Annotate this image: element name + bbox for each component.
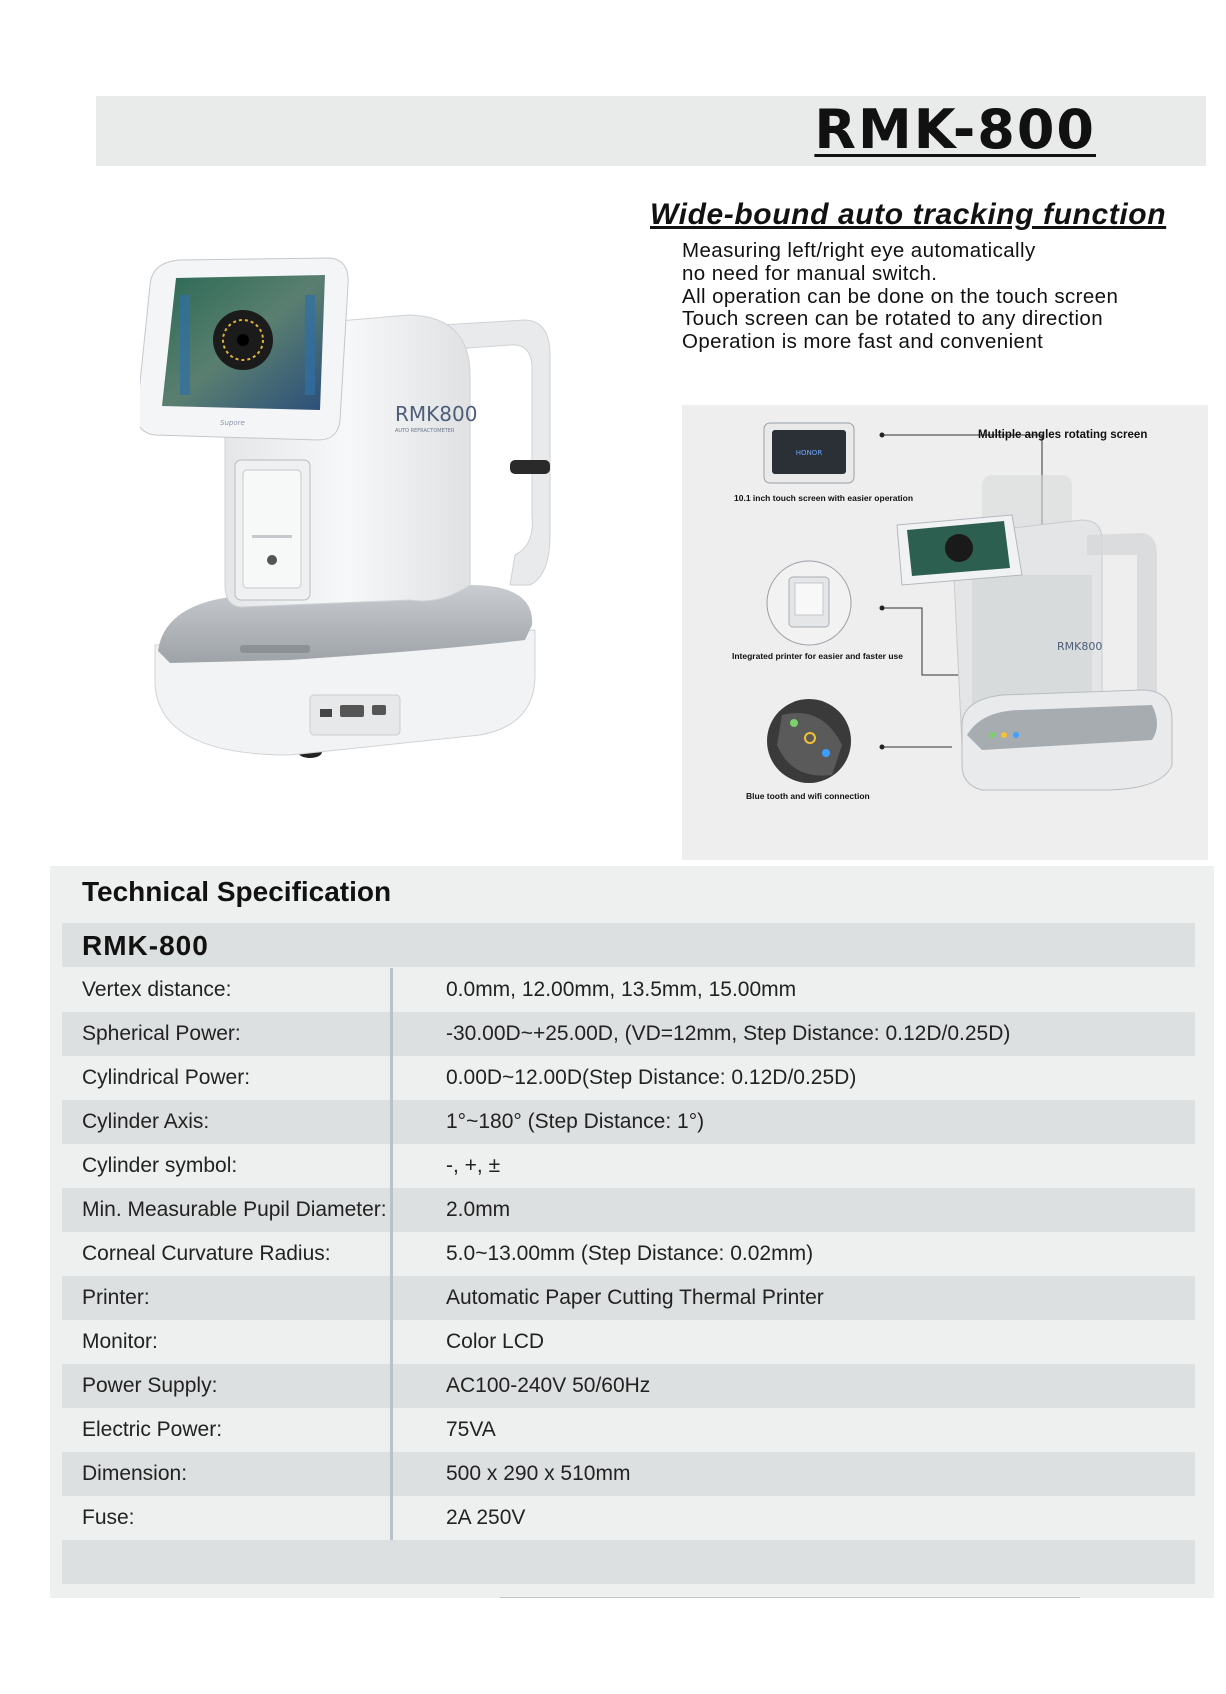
spec-column-divider [390, 968, 393, 1540]
bottom-rule [500, 1597, 1080, 1598]
brand-mark: RMK800 [395, 402, 478, 426]
spec-label: Monitor: [82, 1330, 158, 1353]
spec-value: Automatic Paper Cutting Thermal Printer [446, 1286, 824, 1309]
spec-model-row [62, 923, 1195, 967]
label-touch-screen: 10.1 inch touch screen with easier operation [734, 493, 914, 503]
spec-value: 2A 250V [446, 1506, 526, 1529]
label-printer: Integrated printer for easier and faster use [732, 651, 903, 661]
feature-line: Operation is more fast and convenient [682, 330, 1044, 354]
spec-value: Color LCD [446, 1330, 545, 1353]
spec-value: 5.0~13.00mm (Step Distance: 0.02mm) [446, 1242, 814, 1265]
spec-label: Fuse: [82, 1506, 135, 1529]
spec-row [62, 1012, 1195, 1056]
feature-list [682, 240, 1118, 354]
spec-row [62, 1100, 1195, 1144]
screen-word: HONOR [795, 449, 823, 457]
spec-row [62, 1232, 1195, 1276]
spec-label: Electric Power: [82, 1418, 223, 1441]
feature-line: Measuring left/right eye automatically [682, 239, 1036, 262]
spec-row [62, 1056, 1195, 1100]
spec-label: Printer: [82, 1286, 150, 1309]
brand-subtitle: AUTO REFRACTOMETER [395, 428, 455, 434]
spec-label: Corneal Curvature Radius: [82, 1242, 331, 1265]
spec-row [62, 1364, 1195, 1408]
product-image [140, 255, 580, 775]
spec-value: 0.0mm, 12.00mm, 13.5mm, 15.00mm [446, 978, 797, 1001]
spec-row [62, 1276, 1195, 1320]
feature-heading: Wide-bound auto tracking function [650, 198, 1167, 231]
feature-panel [682, 405, 1208, 860]
model-title: RMK-800 [814, 98, 1096, 161]
spec-row [62, 1144, 1195, 1188]
spec-row [62, 1188, 1195, 1232]
spec-label: Cylinder Axis: [82, 1110, 210, 1133]
svg-text:RMK800: RMK800 [1057, 640, 1103, 653]
spec-value: AC100-240V 50/60Hz [446, 1374, 651, 1397]
spec-value: 500 x 290 x 510mm [446, 1462, 631, 1485]
spec-value: 2.0mm [446, 1198, 511, 1221]
spec-value: 1°~180° (Step Distance: 1°) [446, 1110, 705, 1133]
logo: Supore [220, 419, 245, 427]
spec-label: Dimension: [82, 1462, 188, 1485]
spec-row [62, 1496, 1195, 1540]
feature-line: Touch screen can be rotated to any direction [682, 307, 1104, 331]
label-wireless: Blue tooth and wifi connection [746, 791, 870, 801]
spec-value: 75VA [446, 1418, 496, 1441]
feature-line: no need for manual switch. [682, 261, 938, 285]
spec-row [62, 1408, 1195, 1452]
spec-label: Cylindrical Power: [82, 1066, 251, 1089]
spec-footer-row [62, 1540, 1195, 1584]
spec-title: Technical Specification [82, 876, 392, 907]
spec-value: -, +, ± [446, 1154, 501, 1177]
spec-table [62, 968, 1195, 1540]
spec-label: Vertex distance: [82, 978, 232, 1001]
label-rotating-screen: Multiple angles rotating screen [978, 429, 1148, 441]
spec-value: 0.00D~12.00D(Step Distance: 0.12D/0.25D) [446, 1066, 857, 1089]
spec-label: Spherical Power: [82, 1022, 241, 1045]
spec-label: Min. Measurable Pupil Diameter: [82, 1198, 387, 1221]
feature-line: All operation can be done on the touch screen [682, 284, 1119, 308]
spec-value: -30.00D~+25.00D, (VD=12mm, Step Distance: 0.12D/0.25D) [446, 1022, 1011, 1045]
spec-model: RMK-800 [82, 930, 209, 961]
spec-label: Power Supply: [82, 1374, 218, 1397]
spec-row [62, 968, 1195, 1012]
spec-row [62, 1452, 1195, 1496]
spec-label: Cylinder symbol: [82, 1154, 238, 1177]
spec-row [62, 1320, 1195, 1364]
